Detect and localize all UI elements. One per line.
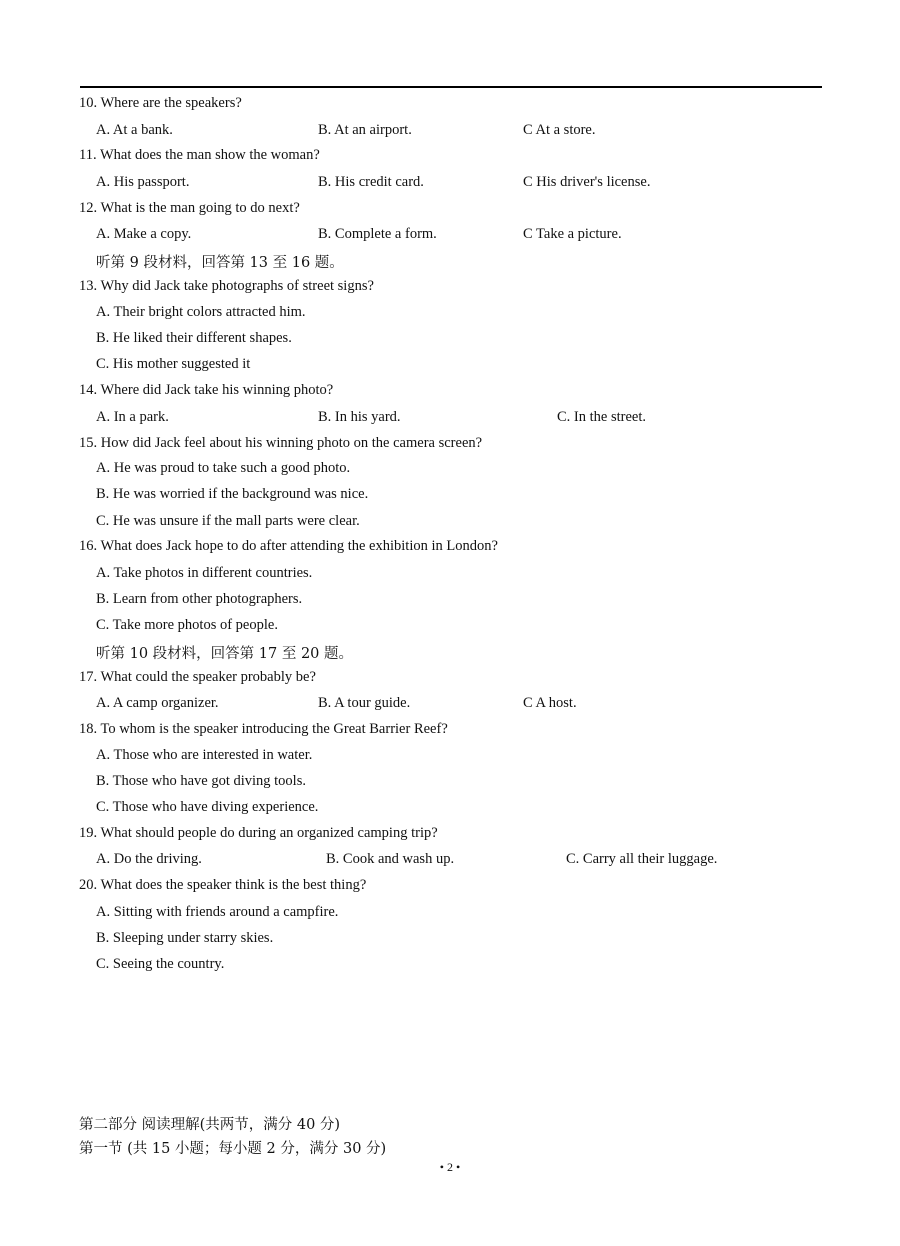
option-15-b: B. He was worried if the background was nice. <box>96 486 369 502</box>
question-11: 11. What does the man show the woman? <box>79 147 320 163</box>
question-19: 19. What should people do during an organized camping trip? <box>79 825 438 841</box>
option-18-b: B. Those who have got diving tools. <box>96 773 306 789</box>
option-17-c: C A host. <box>523 695 577 711</box>
option-14-b: B. In his yard. <box>318 409 401 425</box>
page-number: • 2 • <box>439 1160 461 1174</box>
option-12-c: C Take a picture. <box>523 226 622 242</box>
option-14-a: A. In a park. <box>96 409 169 425</box>
header-rule <box>80 86 822 88</box>
option-16-a: A. Take photos in different countries. <box>96 565 313 581</box>
option-10-a: A. At a bank. <box>96 122 173 138</box>
option-13-b: B. He liked their different shapes. <box>96 330 292 346</box>
option-19-a: A. Do the driving. <box>96 851 202 867</box>
option-17-b: B. A tour guide. <box>318 695 411 711</box>
option-10-b: B. At an airport. <box>318 122 412 138</box>
question-20: 20. What does the speaker think is the best thing? <box>79 877 367 893</box>
section-9-instruction: 听第 9 段材料，回答第 13 至 16 题。 <box>96 255 344 271</box>
question-18: 18. To whom is the speaker introducing the Great Barrier Reef? <box>79 721 448 737</box>
option-19-c: C. Carry all their luggage. <box>566 851 718 867</box>
option-15-a: A. He was proud to take such a good photo. <box>96 460 351 476</box>
option-20-b: B. Sleeping under starry skies. <box>96 930 274 946</box>
option-11-b: B. His credit card. <box>318 174 424 190</box>
option-20-c: C. Seeing the country. <box>96 956 225 972</box>
option-13-c: C. His mother suggested it <box>96 356 251 372</box>
option-13-a: A. Their bright colors attracted him. <box>96 304 306 320</box>
option-11-c: C His driver's license. <box>523 174 651 190</box>
option-18-c: C. Those who have diving experience. <box>96 799 319 815</box>
question-16: 16. What does Jack hope to do after attending the exhibition in London? <box>79 538 498 554</box>
option-15-c: C. He was unsure if the mall parts were clear. <box>96 513 360 529</box>
question-17: 17. What could the speaker probably be? <box>79 669 316 685</box>
option-16-c: C. Take more photos of people. <box>96 617 278 633</box>
option-11-a: A. His passport. <box>96 174 190 190</box>
question-14: 14. Where did Jack take his winning photo? <box>79 382 334 398</box>
option-10-c: C At a store. <box>523 122 596 138</box>
part-2-section-1: 第一节 (共 15 小题；每小题 2 分，满分 30 分) <box>79 1141 387 1157</box>
option-12-b: B. Complete a form. <box>318 226 437 242</box>
part-2-title: 第二部分 阅读理解(共两节，满分 40 分) <box>79 1117 341 1133</box>
question-12: 12. What is the man going to do next? <box>79 200 300 216</box>
section-10-instruction: 听第 10 段材料，回答第 17 至 20 题。 <box>96 646 354 662</box>
option-17-a: A. A camp organizer. <box>96 695 219 711</box>
question-13: 13. Why did Jack take photographs of street signs? <box>79 278 374 294</box>
option-18-a: A. Those who are interested in water. <box>96 747 313 763</box>
option-16-b: B. Learn from other photographers. <box>96 591 303 607</box>
option-14-c: C. In the street. <box>557 409 646 425</box>
option-20-a: A. Sitting with friends around a campfire. <box>96 904 339 920</box>
option-19-b: B. Cook and wash up. <box>326 851 455 867</box>
question-10: 10. Where are the speakers? <box>79 95 242 111</box>
option-12-a: A. Make a copy. <box>96 226 192 242</box>
question-15: 15. How did Jack feel about his winning photo on the camera screen? <box>79 435 483 451</box>
